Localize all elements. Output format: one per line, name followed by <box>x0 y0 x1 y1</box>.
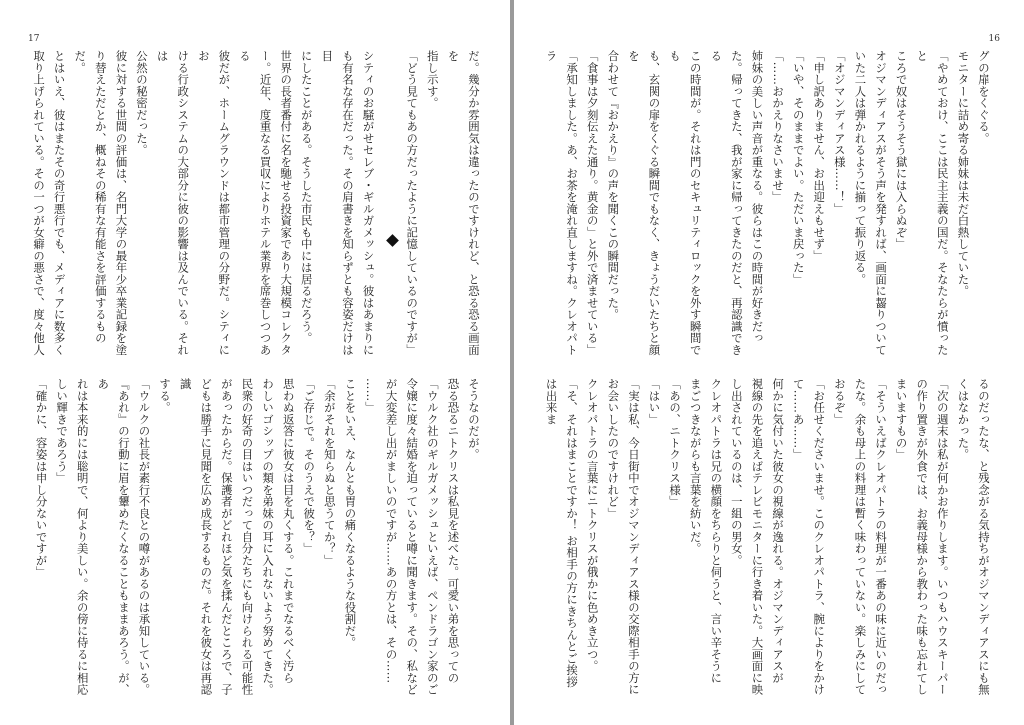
text-line: する。 <box>158 378 173 414</box>
text-line: て……あ……」 <box>791 378 806 461</box>
text-line: 「余がそれを知らぬと思うてか？」 <box>322 378 337 566</box>
text-line: た。帰ってきた、我が家に帰ってきたのだと、再認識できる <box>709 50 744 356</box>
text-line: 「ウルクの社長が素行不良との噂があるのは承知している。 <box>137 378 152 696</box>
diamond-icon <box>386 234 399 247</box>
text-line: の作り置きが外食では、お義母様から教わった味も忘れてし <box>915 378 930 696</box>
right-page <box>514 0 1024 725</box>
text-line: 彼に対する世間の評価は、名門大学の最年少卒業記録を塗 <box>114 50 129 356</box>
left-page-top-text <box>30 50 484 366</box>
text-line: オジマンディアスがそう声を発すれば、画面に齧りついて <box>874 50 889 356</box>
text-line: 「オジマンディアス様……！」 <box>832 50 847 215</box>
text-line: 恐る恐るニトクリスは私見を述べた。可愛い弟を思っての <box>446 378 461 684</box>
text-line: 思わぬ返答に彼女は目を丸くする。これまでなるべく汚ら <box>281 378 296 684</box>
text-line: 「承知しました。あ、お茶を淹れ直しますね。クレオパトラ <box>544 50 580 356</box>
text-line: 「申し訳ありません、お出迎えもせず」 <box>812 50 827 262</box>
text-line: 「ご存じで。そのうえで彼を？」 <box>302 378 317 555</box>
text-line: ……」 <box>364 378 379 414</box>
text-line: ける行政システムの大部分に彼の影響は及んでいる。それは <box>155 50 191 356</box>
text-line: クレオパトラの言葉にニトクリスが俄かに色めき立つ。 <box>585 378 600 672</box>
text-line: ころで奴はそうそう獄には入らぬぞ」 <box>894 50 909 250</box>
text-line: 「次の週末は私が何かお作りします。いつもハウスキーパー <box>935 378 950 696</box>
text-line: 視線の先を追えばテレビモニターに行き着いた。大画面に映 <box>750 378 765 696</box>
text-line <box>30 378 31 698</box>
text-line: 合わせて『おかえり』の声を聞くこの瞬間だった。 <box>606 50 621 321</box>
text-line: たな。余も母上の料理は暫く味わっていない。楽しみにして <box>853 378 868 696</box>
text-line: しい輝きであろう」 <box>55 378 70 484</box>
text-line: いた二人は弾かれるように揃って振り返る。 <box>853 50 868 285</box>
text-line: わしいゴシップの類を弟妹の耳に入れないよう努めてきた。 <box>261 378 276 696</box>
text-line: ことをいえ、なんとも胃の痛くなるような役割だ。 <box>343 378 358 649</box>
text-line: まいますもの」 <box>894 378 909 461</box>
text-line: 「食事は夕刻伝えた通り。黄金の」と外で済ませている」 <box>585 50 600 356</box>
text-line: 「そういえばクレオパトラの料理が一番あの味に近いのだっ <box>874 378 889 696</box>
text-line: 姉妹の美しい声音が重なる。彼らはこの時間が好きだっ <box>750 50 765 344</box>
text-line: 何かに気付いた彼女の視線が逸れる。オジマンディアスが <box>771 378 786 684</box>
text-line: どもは勝手に見聞を広め成長するものだ。それを彼女は再認識 <box>178 378 214 696</box>
text-line: クレオパトラは兄の横顔をちらりと伺うと、言い辛そうに <box>709 378 724 684</box>
left-page-bottom-text <box>30 378 484 698</box>
text-line: 「……おかえりなさいませ」 <box>771 50 786 203</box>
text-line: 世界の長者番付に名を馳せる投資家であり大規模コレクタ <box>279 50 294 356</box>
text-line: そうなのだが。 <box>467 378 481 461</box>
text-line: 「お任せくださいませ。このクレオパトラ、腕によりをかけ <box>812 378 827 696</box>
right-page-bottom-text <box>540 378 994 698</box>
text-line: まごつきながらも言葉を紡いだ。 <box>688 378 703 555</box>
text-line: だ。幾分か雰囲気は違ったのですけれど、と恐る恐る画面を <box>446 50 481 356</box>
text-line: るのだったな、と残念がる気持ちがオジマンディアスにも無 <box>977 378 991 696</box>
text-line: お会いしたのですけれど」 <box>606 378 621 519</box>
text-line: 「確かに、容姿は申し分ないですが」 <box>34 378 49 578</box>
section-break-ornament <box>379 50 402 366</box>
text-line: れは本来的には聡明で、何より美しい。余の傍に侍るに相応 <box>75 378 90 696</box>
text-line: があったからだ。保護者がどれほど気を揉んだところで、子 <box>219 378 234 696</box>
text-line: にしたことがある。そうした市民も中には居るだろう。 <box>299 50 314 344</box>
text-line: も有名な存在だった。その肩書きを知らずとも容姿だけは目 <box>320 50 355 356</box>
text-line: 指し示す。 <box>425 50 440 109</box>
text-line: り替えただとか、概ねその稀有な有能さを評価するものだ。 <box>73 50 108 344</box>
text-line: くはなかった。 <box>956 378 971 461</box>
section-break-diamond <box>379 50 402 366</box>
left-page <box>0 0 510 725</box>
right-page-top-text <box>540 50 994 366</box>
text-line: 「あの、ニトクリス様」 <box>668 378 683 508</box>
text-line: 「やめておけ、ここは民主主義の国だ。そなたらが憤ったと <box>915 50 950 356</box>
text-line: 公然の秘密だった。 <box>135 50 149 156</box>
text-line: グの扉をくぐる。 <box>977 50 991 144</box>
text-line: 「実は私、今日街中でオジマンディアス様の交際相手の方に <box>626 378 641 696</box>
text-line: し出されているのは、一組の男女。 <box>729 378 744 566</box>
text-line: 「はい」 <box>647 378 662 425</box>
text-line: シティのお騒がせセレブ・ギルガメッシュ。彼はあまりに <box>361 50 376 356</box>
text-line: が大変差し出がましいのですが……あの方とは、その…… <box>384 378 399 684</box>
text-line: 「そ、それはまことですか！ お相手の方にきちんとご挨拶は出来ま <box>544 378 580 688</box>
text-line: おるぞ」 <box>832 378 847 425</box>
text-line: も、玄関の扉をくぐる瞬間でもなく、きょうだいたちと顔を <box>626 50 662 356</box>
page-number-right: 16 <box>988 34 1000 44</box>
text-line <box>540 378 541 698</box>
text-line: 「どう見てもあの方だったように記憶しているのですが」 <box>405 50 420 356</box>
text-line: とはいえ、彼はまたその奇行悪行でも、メディアに数多く <box>52 50 67 356</box>
text-line: 令嬢に度々結婚を迫っていると噂に聞きます。その、私など <box>405 378 420 696</box>
text-line: 民衆の好奇の目はいつだって自分たちにも向けられる可能性 <box>240 378 255 696</box>
text-line: 「ウルク社のギルガメッシュといえば、ペンドラゴン家のご <box>425 378 440 696</box>
text-line: この時間が。それは門のセキュリティロックを外す瞬間でも <box>668 50 703 356</box>
text-line: モニターに詰め寄る姉妹は未だ白熱していた。 <box>956 50 971 297</box>
text-line: ー。近年、度重なる買収によりホテル業界を席巻しつつある <box>237 50 273 356</box>
text-line: 「いや、そのままでよい。ただいま戻った」 <box>791 50 806 285</box>
text-line: 『あれ』の行動に眉を顰めたくなることもままあろう。が、あ <box>96 378 131 696</box>
page-number-left: 17 <box>28 34 40 44</box>
text-line: 彼だが、ホームグラウンドは都市管理の分野だ。シティにお <box>196 50 232 356</box>
text-line <box>540 50 541 366</box>
text-line: 取り上げられている。その一つが女癖の悪さで、度々他人 <box>32 50 47 356</box>
